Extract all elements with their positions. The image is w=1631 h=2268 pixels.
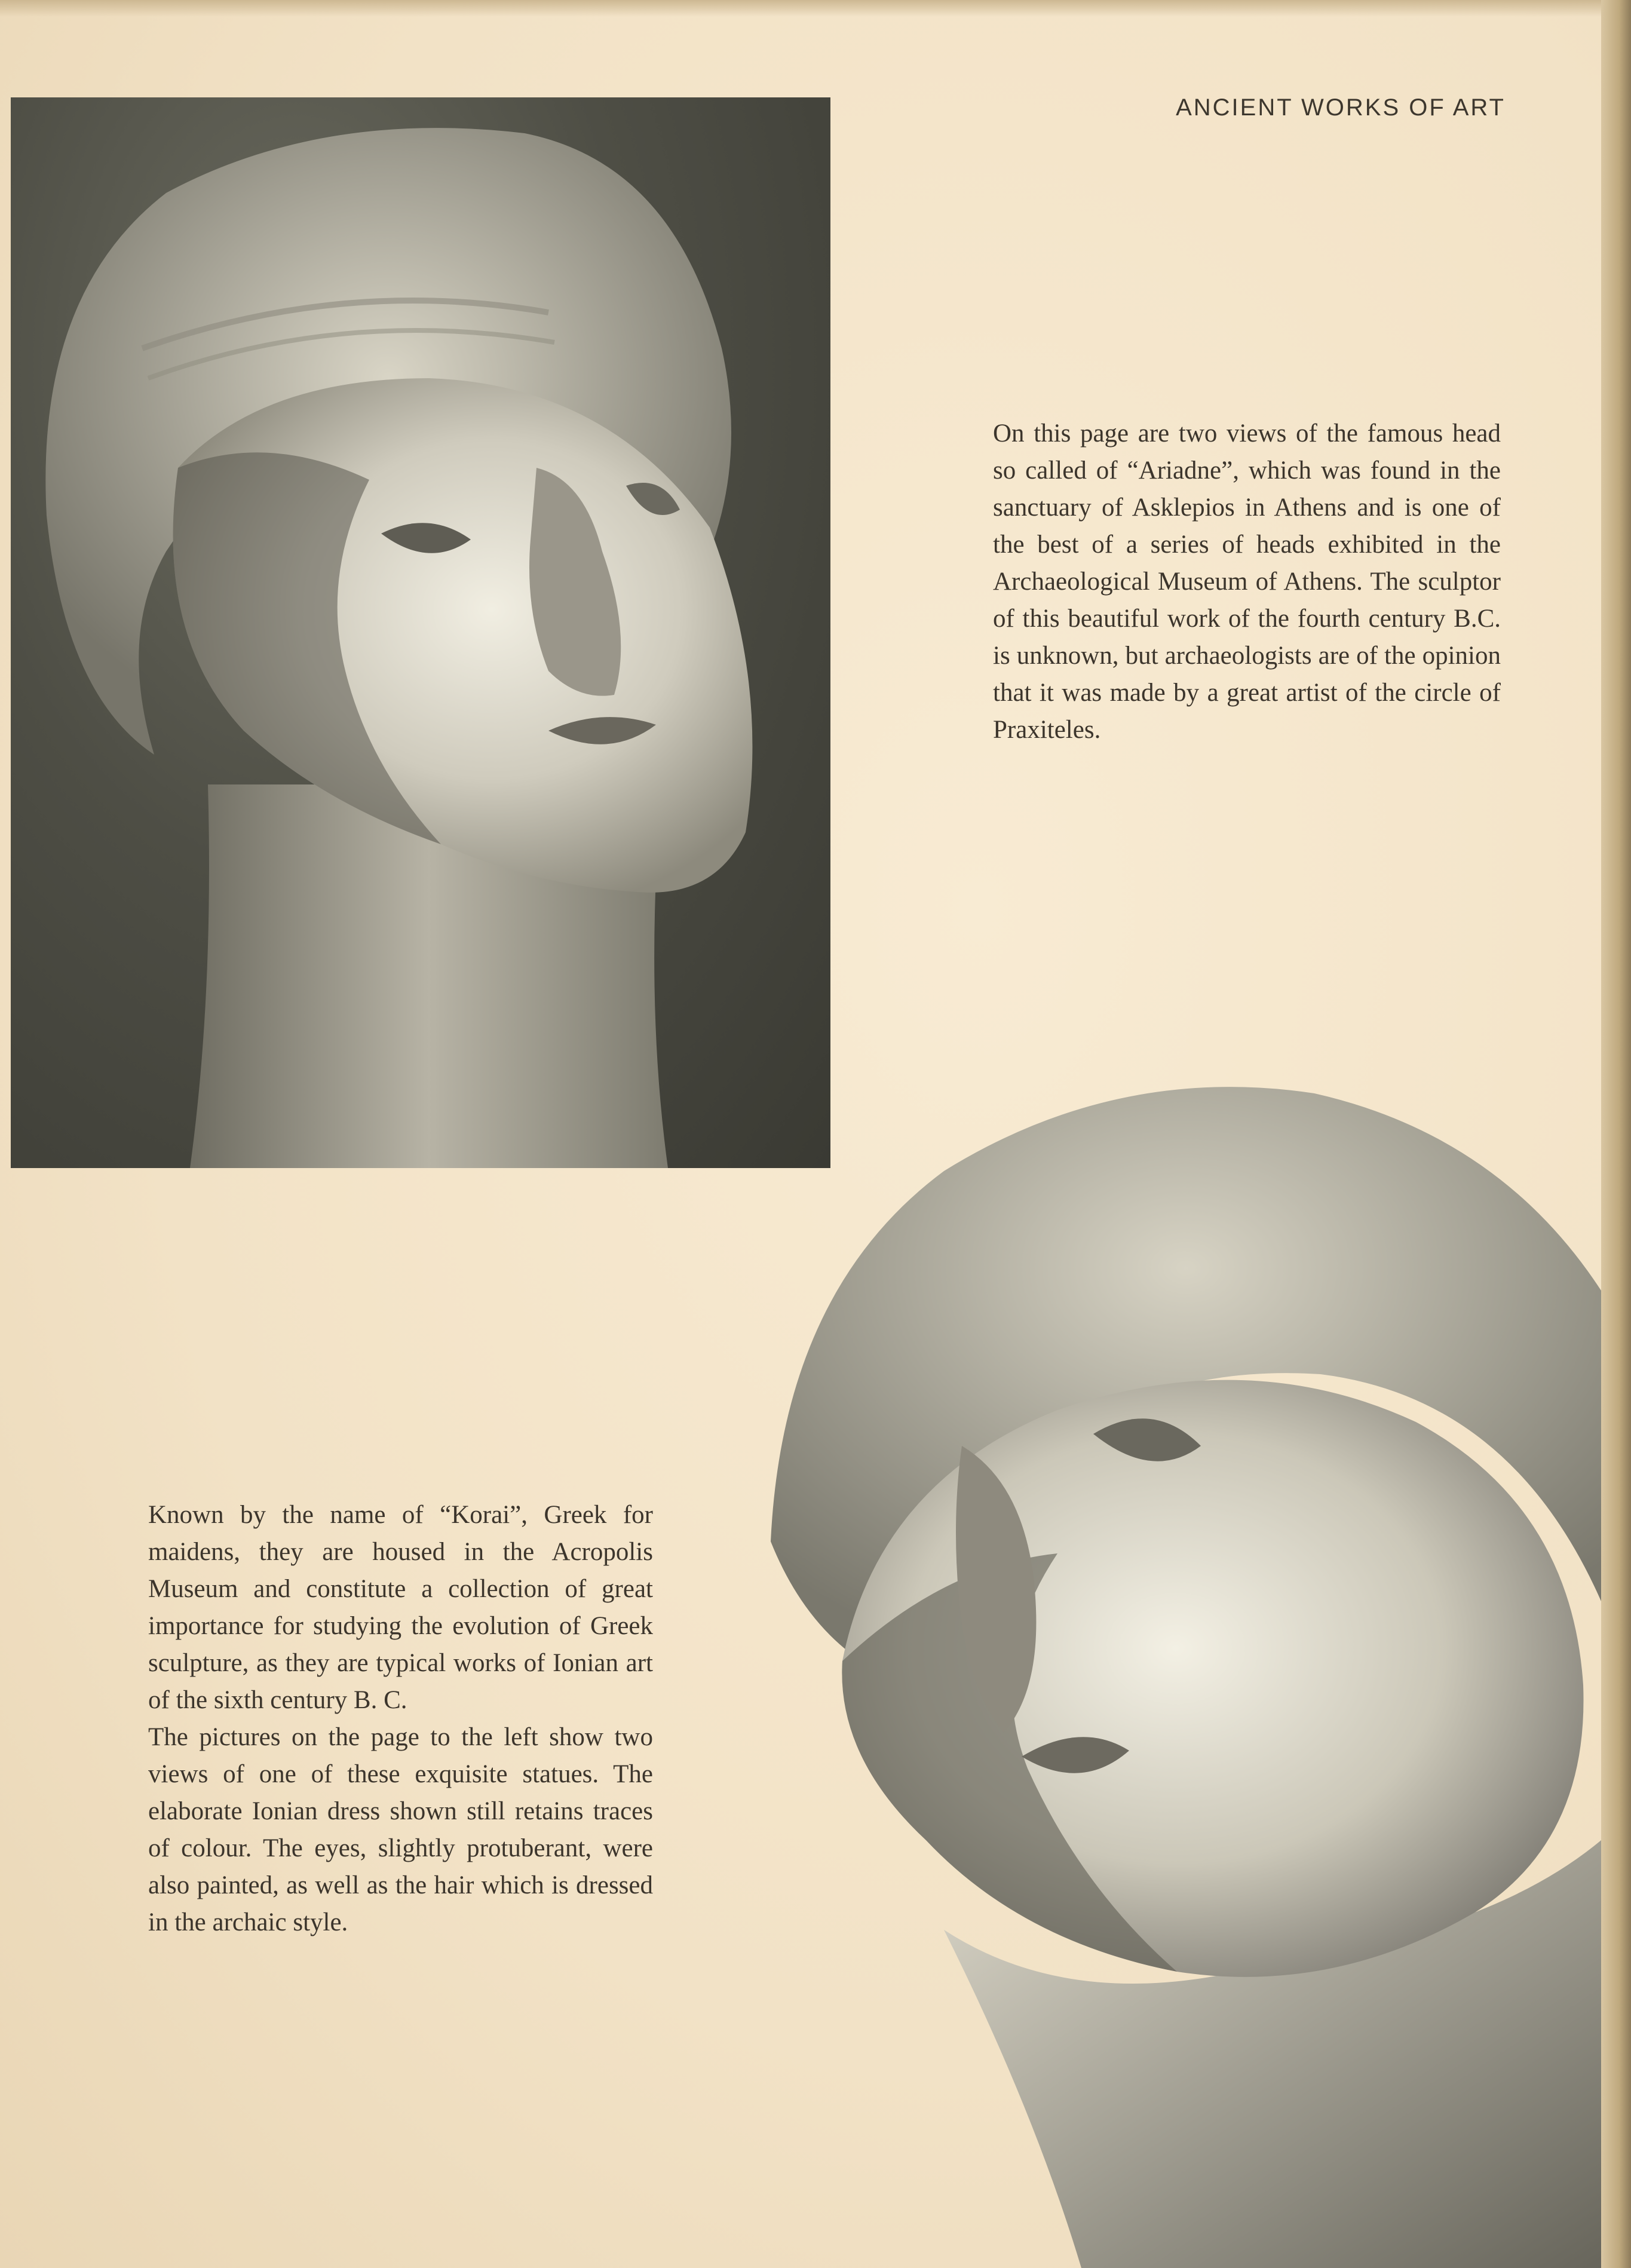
caption-ariadne	[993, 415, 1501, 749]
page-header: ANCIENT WORKS OF ART	[1176, 94, 1506, 121]
page-top-edge	[0, 0, 1631, 17]
caption-korai	[148, 1497, 653, 1941]
sculpture-head-icon	[747, 1063, 1601, 2268]
caption-korai-paragraph-1: Known by the name of “Korai”, Greek for maidens, they are housed in the Acropolis Museum and constitute a collection of great importance for studying the evolution of Greek sculpture, as they are typical works of Ionian art of the sixth century B. C.	[148, 1501, 653, 1714]
caption-korai-paragraph-2: The pictures on the page to the left show two views of one of these exquisite statues. The elaborate Ionian dress shown still retains traces of colour. The eyes, slightly protuberant, were also painted, as well as the hair which is dressed in the archaic style.	[148, 1723, 653, 1936]
book-spine-shadow	[1601, 0, 1631, 2268]
caption-ariadne-paragraph: On this page are two views of the famous head so called of “Ariadne”, which was found in the sanctuary of Asklepios in Athens and is one of the best of a series of heads exhibited in the Archaeological Museum of Athens. The sculptor of this beautiful work of the fourth century B.C. is unknown, but archaeologists are of the opinion that it was made by a great artist of the circle of Praxiteles.	[993, 419, 1501, 744]
photo-ariadne-profile	[747, 1063, 1601, 2268]
sculpture-head-icon	[11, 97, 830, 1168]
photo-ariadne-front	[11, 97, 830, 1168]
